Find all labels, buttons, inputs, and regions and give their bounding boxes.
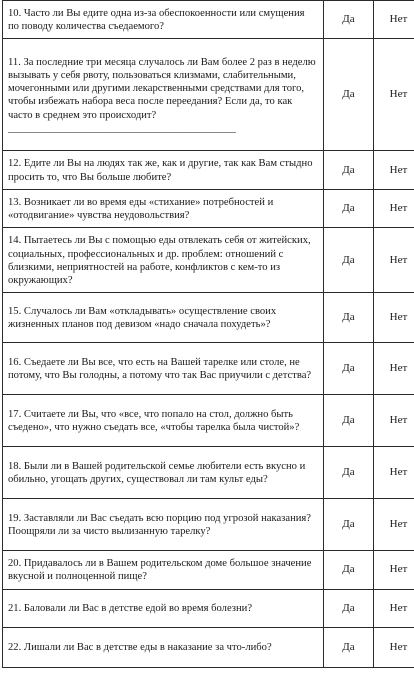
question-row [3,39,414,151]
answer-no[interactable]: Нет [374,499,414,551]
question-text: 18. Были ли в Вашей родительской семье любители есть вкусно и обильно, угощать других, существовал ли там культ еды? [8,461,306,486]
answer-yes[interactable]: Да [324,293,374,343]
question-text: 10. Часто ли Вы едите одна из-за обеспокоенности или смущения по поводу количества съедаемого? [8,8,305,33]
answer-no[interactable]: Нет [374,293,414,343]
answer-yes[interactable]: Да [324,151,374,189]
question-text: 11. За последние три месяца случалось ли Вам более 2 раз в неделю вызывать у себя рвоту, пользоваться клизмами, слабительными, мочегонными или другими лекарственными средствами для того, чтобы избежать набора веса после переедания? Если да, то как часто в среднем это происходит? ___________________________________________ [8,56,316,134]
question-cell [3,447,324,499]
answer-no[interactable]: Нет [374,151,414,189]
question-row [3,395,414,447]
question-row [3,627,414,667]
question-row [3,1,414,39]
answer-no[interactable]: Нет [374,1,414,39]
answer-yes[interactable]: Да [324,627,374,667]
question-text: 17. Считаете ли Вы, что «все, что попало на стол, должно быть съедено», что нужно съедать все, «чтобы тарелка была чистой»? [8,409,300,434]
question-text: 14. Пытаетесь ли Вы с помощью еды отвлекать себя от житейских, социальных, профессиональных и др. проблем: отношений с близкими, неприятностей на работе, конфликтов с кем-то из окружающих? [8,235,311,286]
question-row [3,447,414,499]
question-row [3,151,414,189]
question-text: 21. Баловали ли Вас в детстве едой во время болезни? [8,603,253,615]
answer-no[interactable]: Нет [374,189,414,227]
answer-yes[interactable]: Да [324,189,374,227]
question-cell [3,1,324,39]
question-cell [3,343,324,395]
question-cell [3,499,324,551]
answer-yes[interactable]: Да [324,39,374,151]
question-cell [3,551,324,589]
question-cell [3,189,324,227]
question-cell [3,589,324,627]
answer-no[interactable]: Нет [374,228,414,293]
answer-yes[interactable]: Да [324,447,374,499]
answer-no[interactable]: Нет [374,589,414,627]
answer-no[interactable]: Нет [374,551,414,589]
question-row [3,189,414,227]
answer-yes[interactable]: Да [324,395,374,447]
answer-yes[interactable]: Да [324,551,374,589]
answer-no[interactable]: Нет [374,447,414,499]
answer-no[interactable]: Нет [374,395,414,447]
answer-no[interactable]: Нет [374,627,414,667]
question-row [3,589,414,627]
question-cell [3,395,324,447]
question-row [3,293,414,343]
answer-yes[interactable]: Да [324,343,374,395]
question-cell [3,627,324,667]
question-text: 19. Заставляли ли Вас съедать всю порцию под угрозой наказания? Поощряли ли за чисто вылизанную тарелку? [8,513,311,538]
answer-yes[interactable]: Да [324,1,374,39]
question-text: 13. Возникает ли во время еды «стихание» потребностей и «отодвигание» чувства неудовольствия? [8,196,274,222]
answer-yes[interactable]: Да [324,589,374,627]
question-cell [3,151,324,189]
question-cell [3,293,324,343]
question-text: 20. Придавалось ли в Вашем родительском доме большое значение вкусной и полноценной пище? [8,558,312,583]
question-text: 12. Едите ли Вы на людях так же, как и другие, так как Вам стыдно просить то, что Вы больше любите? [8,158,313,183]
question-cell [3,39,324,151]
answer-no[interactable]: Нет [374,39,414,151]
question-row [3,343,414,395]
answer-yes[interactable]: Да [324,228,374,293]
questionnaire-table [2,0,414,668]
question-row [3,228,414,293]
question-row [3,499,414,551]
question-row [3,551,414,589]
question-text: 16. Съедаете ли Вы все, что есть на Вашей тарелке или столе, не потому, что Вы голодны, а потому что так Вас приучили с детства? [8,357,312,382]
question-cell [3,228,324,293]
question-text: 22. Лишали ли Вас в детстве еды в наказание за что-либо? [8,642,272,654]
answer-yes[interactable]: Да [324,499,374,551]
answer-no[interactable]: Нет [374,343,414,395]
question-text: 15. Случалось ли Вам «откладывать» осуществление своих жизненных планов под девизом «надо сначала похудеть»? [8,306,277,331]
